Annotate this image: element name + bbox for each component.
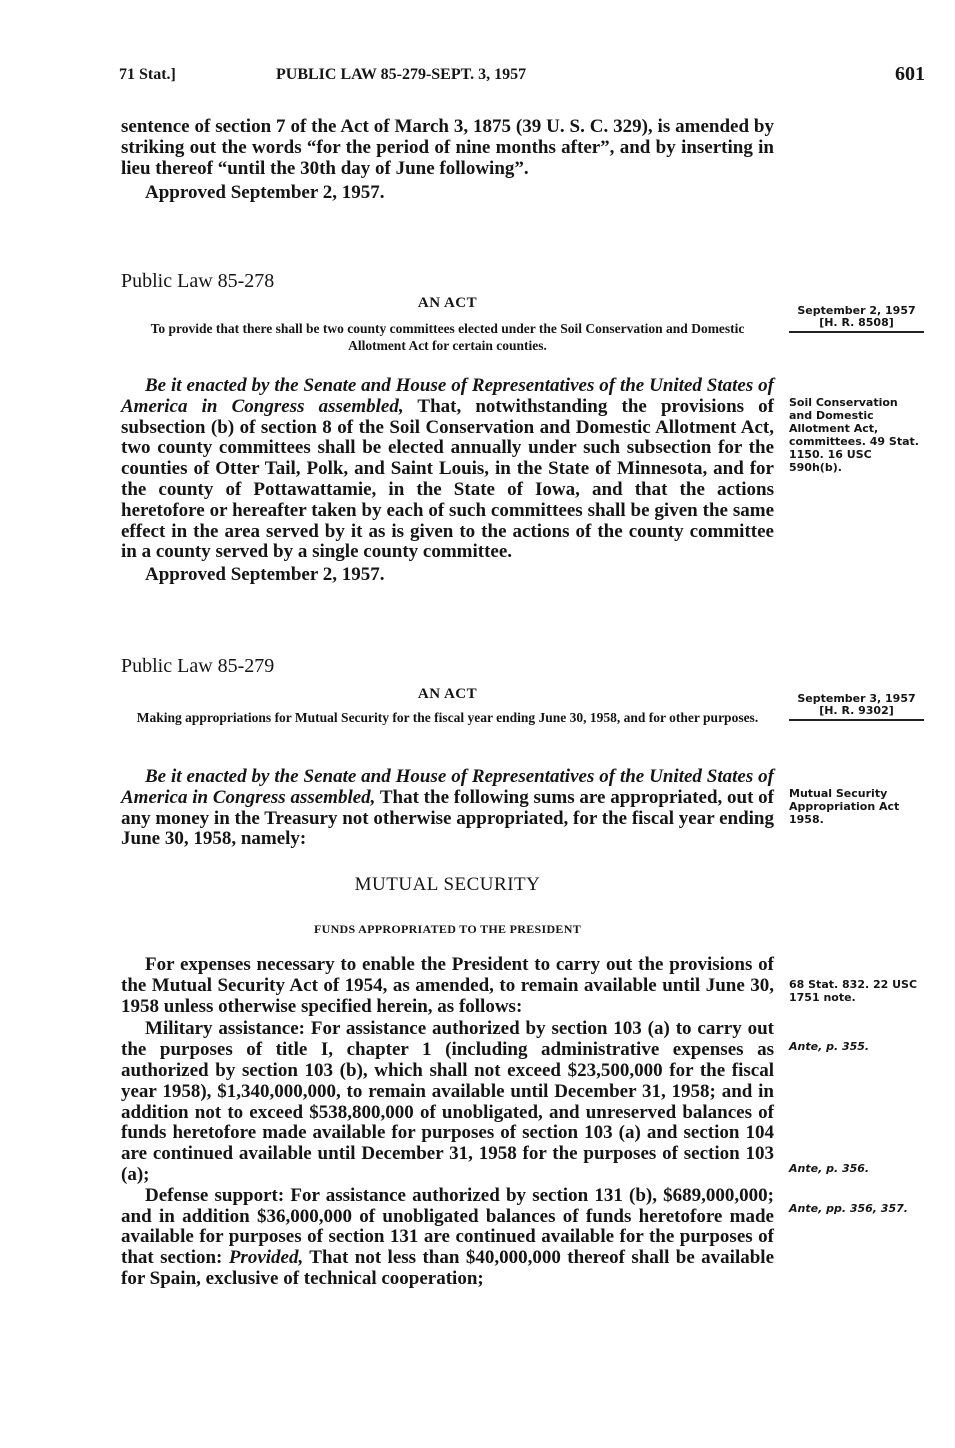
- law-278-body-text: That, notwithstanding the provisions of subsection (b) of section 8 of the Soil Conservation and Domestic Allotment Act, two county committees shall be elected annually under such subsection for the counties of Otter Tail, Polk, and Saint Louis, in the State of Minnesota, and for the county of Pottawattamie, in the State of Iowa, and that the actions heretofore or hereafter taken by each of such committees shall be given the same effect in the area served by it as is given to the actions of the county committee in a county served by a single county committee.: [121, 395, 775, 563]
- military-margin-note-1: Ante, p. 355.: [789, 1040, 870, 1053]
- military-margin-note-2: Ante, p. 356.: [789, 1162, 870, 1175]
- defense-support-text: Defense support: For assistance authorized by section 131 (b), $689,000,000; and in addition $36,000,000 of unobligated balances of funds heretofore made available for purposes of section 131 are continued available for the purposes of that section:: [121, 1184, 774, 1269]
- defense-margin-note: Ante, pp. 356, 357.: [789, 1202, 908, 1215]
- law-278-margin-note: Soil Conservation and Domestic Allotment Act, committees. 49 Stat. 1150. 16 USC 590h(b).: [789, 396, 919, 474]
- law-279-date: September 3, 1957: [797, 692, 916, 705]
- law-279-body: [121, 767, 774, 850]
- law-278-heading: Public Law 85-278: [121, 270, 275, 292]
- law-279-heading: Public Law 85-279: [121, 655, 275, 677]
- law-279-title: Making appropriations for Mutual Security for the fiscal year ending June 30, 1958, and for other purposes.: [136, 710, 759, 725]
- para-defense-support: [121, 1186, 774, 1290]
- para-expenses-margin-note: 68 Stat. 832. 22 USC 1751 note.: [789, 978, 918, 1004]
- mutual-security-heading: MUTUAL SECURITY: [354, 874, 541, 895]
- page-number: 601: [895, 63, 925, 85]
- header-volume: 71 Stat.]: [119, 66, 176, 83]
- law-278-margin-date: [789, 305, 924, 333]
- law-278-text: [121, 376, 774, 563]
- law-278-date: September 2, 1957: [797, 304, 916, 317]
- mutual-security-body: [121, 955, 774, 1290]
- law-279-margin-date: [789, 693, 924, 721]
- law-278-enacting-clause: Be it enacted by the Senate and House of Representatives of the United States of America in Congress assembled,: [121, 375, 774, 417]
- law-279-body-text: That the following sums are appropriated, out of any money in the Treasury not otherwise appropriated, for the fiscal year ending June 30, 1958, namely:: [121, 786, 775, 850]
- continuation-block: [121, 117, 774, 204]
- law-278-approved: Approved September 2, 1957.: [145, 564, 385, 586]
- para-military-assistance: Military assistance: For assistance authorized by section 103 (a) to carry out the purposes of title I, chapter 1 (including administrative expenses as authorized by section 103 (b), which shall not exceed $23,500,000 for the fiscal year 1958), $1,340,000,000, to remain available until December 31, 1958; and in addition not to exceed $538,800,000 of unobligated, and unreserved balances of funds heretofore made available for purposes of section 103 (a) and section 104 are continued available until December 31, 1958 for the purposes of section 103 (a);: [121, 1018, 774, 1185]
- continuation-text: sentence of section 7 of the Act of March 3, 1875 (39 U. S. C. 329), is amended by striking out the words “for the period of nine months after”, and by inserting in lieu thereof “until the 30th day of June following”.: [121, 116, 774, 179]
- law-279-text: [121, 767, 774, 850]
- law-279-bill-number: [H. R. 9302]: [819, 704, 894, 717]
- header-title: PUBLIC LAW 85-279-SEPT. 3, 1957: [276, 66, 527, 83]
- para-expenses: For expenses necessary to enable the President to carry out the provisions of the Mutual Security Act of 1954, as amended, to remain available until June 30, 1958 unless otherwise specified herein, as follows:: [121, 954, 774, 1017]
- funds-subheading: FUNDS APPROPRIATED TO THE PRESIDENT: [314, 922, 581, 936]
- continuation-approved: Approved September 2, 1957.: [145, 182, 385, 204]
- law-278-act-label: AN ACT: [417, 295, 478, 311]
- defense-support-proviso: That not less than $40,000,000 thereof shall be available for Spain, exclusive of technical cooperation;: [121, 1247, 774, 1289]
- law-279-enacting-clause: Be it enacted by the Senate and House of Representatives of the United States of America in Congress assembled,: [121, 766, 774, 808]
- law-279-margin-note: Mutual Security Appropriation Act 1958.: [789, 787, 900, 826]
- law-278-body: [121, 376, 774, 586]
- law-279-act-label: AN ACT: [417, 686, 478, 702]
- law-278-bill-number: [H. R. 8508]: [819, 316, 894, 329]
- law-278-title: To provide that there shall be two county committees elected under the Soil Conservation and Domestic Allotment Act for certain counties.: [150, 321, 745, 353]
- provided-clause: Provided,: [228, 1247, 304, 1269]
